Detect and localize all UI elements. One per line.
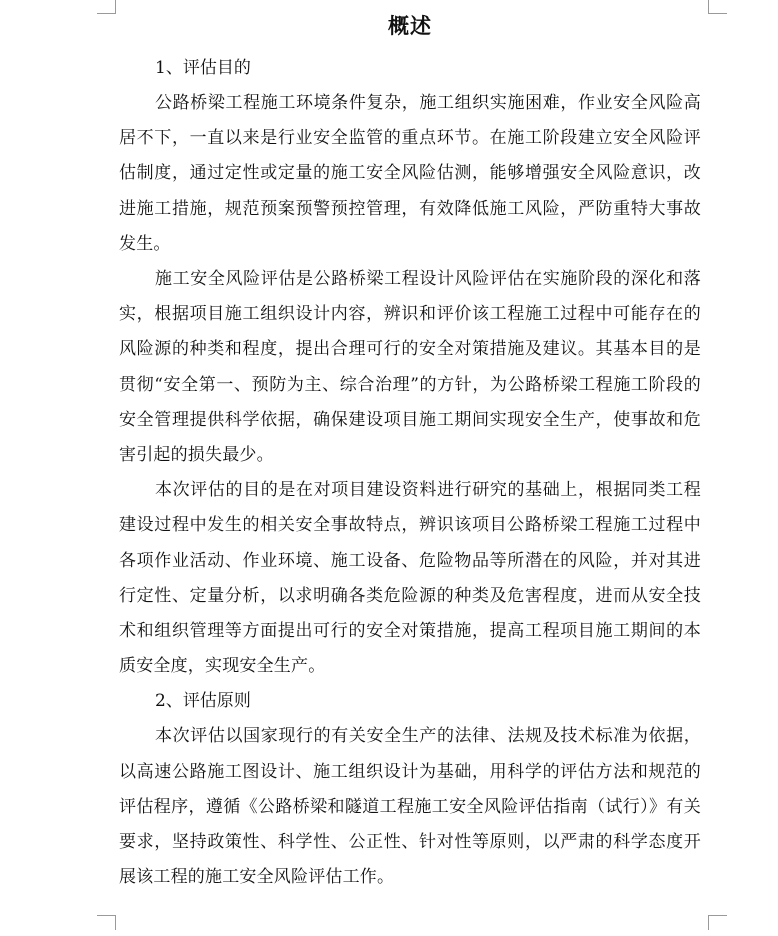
page-corner-mark-top-left	[97, 0, 116, 14]
page-corner-mark-bottom-right	[708, 915, 727, 930]
page-corner-mark-top-right	[708, 0, 727, 14]
section-heading-principles: 2、评估原则	[155, 691, 251, 712]
document-title: 概述	[388, 14, 432, 38]
section-heading-purpose: 1、评估目的	[155, 58, 251, 78]
paragraph-purpose-1: 公路桥梁工程施工环境条件复杂，施工组织实施困难，作业安全风险高居不下，一直以来是行业安全监管的重点环节。在施工阶段建立安全风险评估制度，通过定性或定量的施工安全风险估测，能够增强安全风险意识，改进施工措施，规范预案预警预控管理，有效降低施工风险，严防重特大事故发生。	[119, 93, 701, 254]
paragraph-purpose-2: 施工安全风险评估是公路桥梁工程设计风险评估在实施阶段的深化和落实，根据项目施工组织设计内容，辨识和评价该工程施工过程中可能存在的风险源的种类和程度，提出合理可行的安全对策措施及建议。其基本目的是贯彻“安全第一、预防为主、综合治理”的方针，为公路桥梁工程施工阶段的安全管理提供科学依据，确保建设项目施工期间实现安全生产，使事故和危害引起的损失最少。	[119, 269, 701, 466]
paragraph-purpose-3: 本次评估的目的是在对项目建设资料进行研究的基础上，根据同类工程建设过程中发生的相关安全事故特点，辨识该项目公路桥梁工程施工过程中各项作业活动、作业环境、施工设备、危险物品等所潜在的风险，并对其进行定性、定量分析，以求明确各类危险源的种类及危害程度，进而从安全技术和组织管理等方面提出可行的安全对策措施，提高工程项目施工期间的本质安全度，实现安全生产。	[119, 480, 701, 677]
paragraph-principles-1: 本次评估以国家现行的有关安全生产的法律、法规及技术标准为依据，以高速公路施工图设计、施工组织设计为基础，用科学的评估方法和规范的评估程序，遵循《公路桥梁和隧道工程施工安全风险评估指南（试行）》有关要求，坚持政策性、科学性、公正性、针对性等原则，以严肃的科学态度开展该工程的施工安全风险评估工作。	[119, 726, 701, 888]
page-corner-mark-bottom-left	[97, 915, 116, 930]
document-page	[119, 8, 701, 895]
